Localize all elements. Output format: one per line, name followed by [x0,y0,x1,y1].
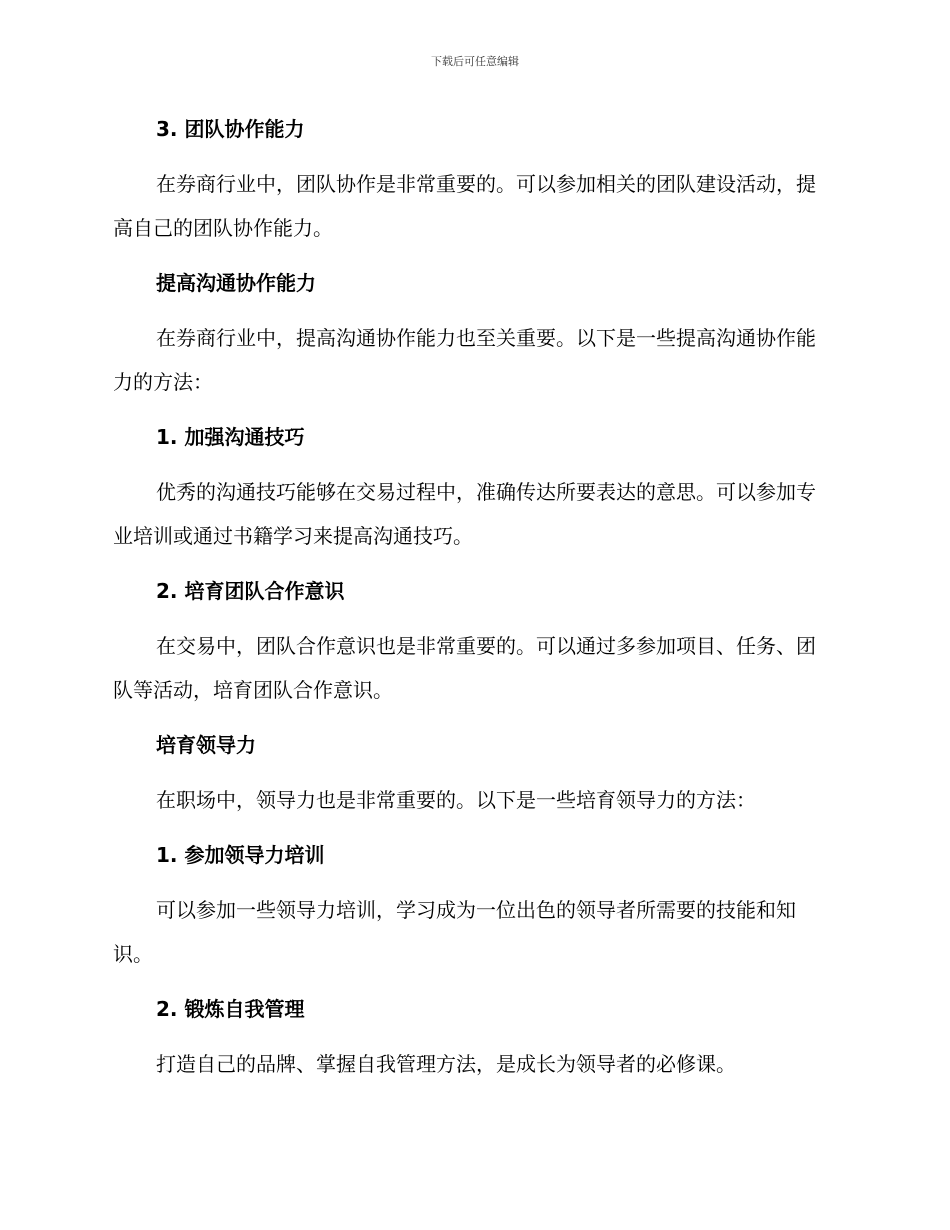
paragraph: 优秀的沟通技巧能够在交易过程中，准确传达所要表达的意思。可以参加专业培训或通过书籍学习来提高沟通技巧。 [113,480,816,548]
paragraph-block [113,1042,833,1086]
section-block [113,728,833,762]
section-block [113,266,833,300]
paragraph-block [113,316,833,404]
section-heading: 3. 团队协作能力 [156,117,305,141]
section-heading: 1. 加强沟通技巧 [156,425,305,449]
paragraph-block [113,888,833,976]
section-block [113,574,833,608]
paragraph: 在职场中，领导力也是非常重要的。以下是一些培育领导力的方法： [156,788,756,812]
section-heading: 1. 参加领导力培训 [156,843,325,867]
section-block [113,112,833,146]
paragraph: 在交易中，团队合作意识也是非常重要的。可以通过多参加项目、任务、团队等活动，培育团队合作意识。 [113,634,816,702]
paragraph: 在券商行业中，提高沟通协作能力也至关重要。以下是一些提高沟通协作能力的方法： [113,326,816,394]
paragraph: 可以参加一些领导力培训，学习成为一位出色的领导者所需要的技能和知识。 [113,898,796,966]
paragraph-block [113,778,833,822]
section-heading: 培育领导力 [156,733,256,757]
section-heading: 2. 培育团队合作意识 [156,579,345,603]
document-body [113,112,833,1102]
page-header: 下载后可任意编辑 [431,55,519,68]
section-heading: 2. 锻炼自我管理 [156,997,305,1021]
paragraph: 打造自己的品牌、掌握自我管理方法，是成长为领导者的必修课。 [156,1052,736,1076]
paragraph: 在券商行业中，团队协作是非常重要的。可以参加相关的团队建设活动，提高自己的团队协作能力。 [113,172,816,240]
paragraph-block [113,624,833,712]
section-block [113,992,833,1026]
paragraph-block [113,470,833,558]
paragraph-block [113,162,833,250]
section-heading: 提高沟通协作能力 [156,271,316,295]
section-block [113,420,833,454]
section-block [113,838,833,872]
